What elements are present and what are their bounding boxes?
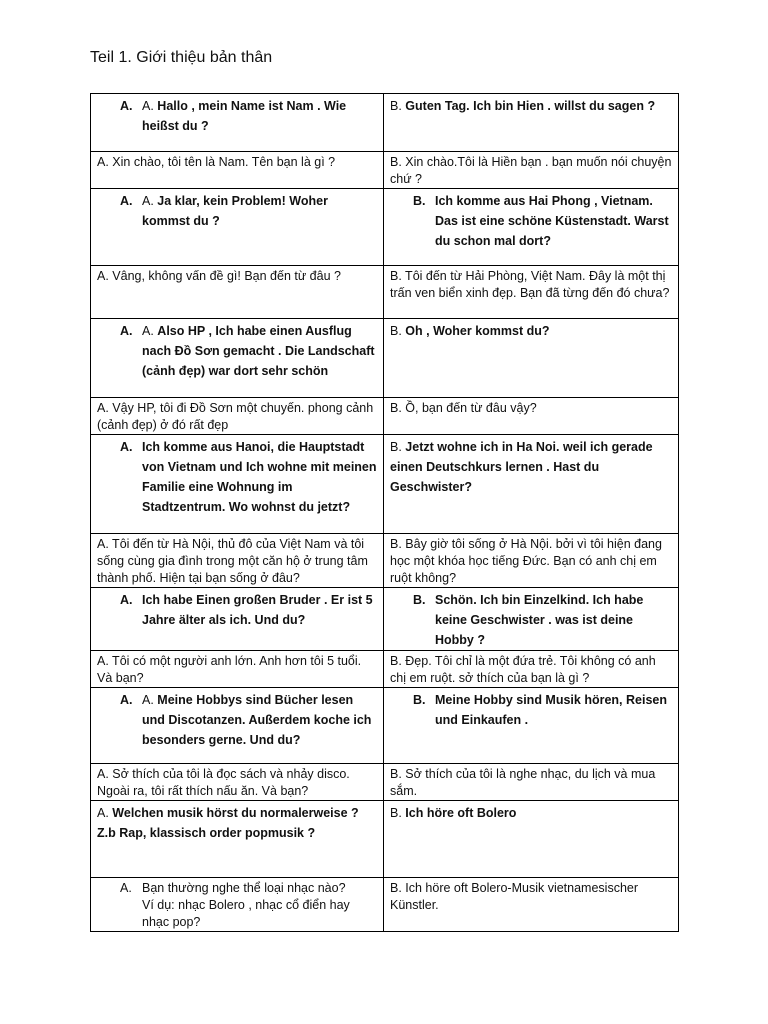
dialogue-text: Ich habe Einen großen Bruder . Er ist 5 Jahre älter als ich. Und du? (142, 593, 373, 627)
german-row (91, 588, 679, 651)
list-marker: A. (120, 324, 133, 338)
dialogue-text: A. Tôi có một người anh lớn. Anh hơn tôi 5 tuổi. Và bạn? (97, 654, 362, 685)
page-title: Teil 1. Giới thiệu bản thân (90, 49, 273, 66)
cell-content (390, 653, 672, 687)
cell-content (390, 400, 672, 417)
speaker-prefix: B. (390, 806, 406, 820)
german-row (91, 435, 679, 534)
dialogue-text: Ich komme aus Hanoi, die Hauptstadt von Vietnam und Ich wohne mit meinen Familie eine Wohnung im Stadtzentrum. Wo wohnst du jetzt? (142, 440, 377, 514)
dialogue-text: A. Xin chào, tôi tên là Nam. Tên bạn là gì ? (97, 155, 336, 169)
speaker-prefix: A. (142, 324, 158, 338)
dialogue-text: Ich höre oft Bolero (405, 806, 517, 820)
cell-content (390, 268, 672, 302)
vietnamese-row (91, 152, 679, 189)
cell-content (97, 766, 377, 800)
cell-content (97, 803, 377, 843)
list-marker: A. (120, 593, 133, 607)
dialogue-text: B. Sở thích của tôi là nghe nhạc, du lịch và mua sắm. (390, 767, 656, 798)
speaker-a-cell (91, 319, 384, 398)
cell-content (97, 96, 377, 136)
cell-content (97, 690, 377, 750)
speaker-a-cell (91, 588, 384, 651)
dialogue-text: A. Sở thích của tôi là đọc sách và nhảy disco. Ngoài ra, tôi rất thích nấu ăn. Và bạn? (97, 767, 350, 798)
cell-content (390, 536, 672, 587)
vietnamese-row (91, 651, 679, 688)
cell-content (97, 400, 377, 434)
speaker-a-cell (91, 435, 384, 534)
cell-content (390, 880, 672, 914)
speaker-prefix: B. (390, 324, 406, 338)
speaker-b-cell (384, 534, 679, 588)
speaker-prefix: A. (97, 806, 113, 820)
cell-content (390, 590, 672, 650)
speaker-a-cell (91, 764, 384, 801)
cell-content (97, 191, 377, 231)
cell-content (97, 536, 377, 587)
vietnamese-row (91, 878, 679, 932)
cell-content (390, 191, 672, 251)
dialogue-text: Welchen musik hörst du normalerweise ? Z.b Rap, klassisch order popmusik ? (97, 806, 359, 840)
cell-content (390, 766, 672, 800)
german-row (91, 688, 679, 764)
cell-content (390, 437, 672, 497)
cell-content (390, 96, 672, 116)
cell-content (97, 880, 377, 931)
dialogue-table (90, 93, 679, 932)
cell-content (97, 653, 377, 687)
speaker-a-cell (91, 801, 384, 878)
dialogue-text: B. Đẹp. Tôi chỉ là một đứa trẻ. Tôi không có anh chị em ruột. sở thích của bạn là gì ? (390, 654, 656, 685)
list-marker: A. (120, 440, 133, 454)
speaker-b-cell (384, 266, 679, 319)
speaker-a-cell (91, 266, 384, 319)
german-row (91, 94, 679, 152)
cell-content (97, 590, 377, 630)
list-marker: A. (120, 194, 133, 208)
cell-content (97, 321, 377, 381)
list-marker: B. (413, 194, 426, 208)
cell-content (390, 690, 672, 730)
dialogue-text: B. Bây giờ tôi sống ở Hà Nội. bởi vì tôi hiện đang học một khóa học tiếng Đức. Bạn có anh chị em ruột không? (390, 537, 662, 585)
dialogue-text: Also HP , Ich habe einen Ausflug nach Đồ Sơn gemacht . Die Landschaft (cảnh đẹp) war dort sehr schön (142, 324, 375, 378)
list-marker: B. (413, 593, 426, 607)
speaker-b-cell (384, 764, 679, 801)
speaker-prefix: B. (390, 440, 406, 454)
speaker-b-cell (384, 801, 679, 878)
speaker-a-cell (91, 534, 384, 588)
dialogue-text: A. Vậy HP, tôi đi Đồ Sơn một chuyến. phong cảnh (cảnh đẹp) ở đó rất đẹp (97, 401, 374, 432)
dialogue-text: Meine Hobby sind Musik hören, Reisen und Einkaufen . (435, 693, 667, 727)
dialogue-text: B. Ich höre oft Bolero-Musik vietnamesischer Künstler. (390, 881, 639, 912)
list-marker: A. (120, 693, 133, 707)
cell-content (390, 321, 672, 341)
speaker-b-cell (384, 651, 679, 688)
dialogue-text: Meine Hobbys sind Bücher lesen und Discotanzen. Außerdem koche ich besonders gerne. Und du? (142, 693, 372, 747)
speaker-a-cell (91, 398, 384, 435)
speaker-b-cell (384, 319, 679, 398)
dialogue-text: A. Tôi đến từ Hà Nội, thủ đô của Việt Nam và tôi sống cùng gia đình trong một căn hộ ở trung tâm thành phố. Hiện tại bạn sống ở đâu? (97, 537, 368, 585)
list-marker: A. (120, 881, 132, 895)
speaker-prefix: A. (142, 194, 158, 208)
speaker-prefix: A. (142, 99, 158, 113)
cell-content (97, 154, 377, 171)
list-marker: A. (120, 99, 133, 113)
speaker-b-cell (384, 189, 679, 266)
speaker-b-cell (384, 152, 679, 189)
speaker-a-cell (91, 651, 384, 688)
dialogue-text: Bạn thường nghe thể loại nhạc nào? Ví dụ: nhạc Bolero , nhạc cổ điển hay nhạc pop? (142, 881, 350, 929)
speaker-a-cell (91, 189, 384, 266)
cell-content (390, 154, 672, 188)
speaker-b-cell (384, 688, 679, 764)
cell-content (97, 437, 377, 517)
dialogue-text: Jetzt wohne ich in Ha Noi. weil ich gerade einen Deutschkurs lernen . Hast du Geschwister? (390, 440, 653, 494)
vietnamese-row (91, 534, 679, 588)
speaker-b-cell (384, 94, 679, 152)
dialogue-text: B. Tôi đến từ Hải Phòng, Việt Nam. Đây là một thị trấn ven biển xinh đẹp. Bạn đã từng đến đó chưa? (390, 269, 670, 300)
speaker-a-cell (91, 152, 384, 189)
cell-content (97, 268, 377, 285)
speaker-a-cell (91, 878, 384, 932)
dialogue-text: Schön. Ich bin Einzelkind. Ich habe keine Geschwister . was ist deine Hobby ? (435, 593, 644, 647)
list-marker: B. (413, 693, 426, 707)
dialogue-text: A. Vâng, không vấn đề gì! Bạn đến từ đâu ? (97, 269, 341, 283)
german-row (91, 319, 679, 398)
speaker-b-cell (384, 588, 679, 651)
dialogue-text: Ja klar, kein Problem! Woher kommst du ? (142, 194, 328, 228)
german-row (91, 801, 679, 878)
vietnamese-row (91, 764, 679, 801)
speaker-b-cell (384, 878, 679, 932)
speaker-b-cell (384, 435, 679, 534)
dialogue-text: Oh , Woher kommst du? (405, 324, 550, 338)
speaker-prefix: B. (390, 99, 406, 113)
dialogue-text: Ich komme aus Hai Phong , Vietnam. Das ist eine schöne Küstenstadt. Warst du schon mal dort? (435, 194, 669, 248)
german-row (91, 189, 679, 266)
speaker-prefix: A. (142, 693, 158, 707)
dialogue-text: B. Ồ, bạn đến từ đâu vậy? (390, 401, 537, 415)
vietnamese-row (91, 266, 679, 319)
dialogue-text: Hallo , mein Name ist Nam . Wie heißst du ? (142, 99, 347, 133)
cell-content (390, 803, 672, 823)
speaker-b-cell (384, 398, 679, 435)
dialogue-text: B. Xin chào.Tôi là Hiền bạn . bạn muốn nói chuyện chứ ? (390, 155, 672, 186)
speaker-a-cell (91, 94, 384, 152)
speaker-a-cell (91, 688, 384, 764)
dialogue-text: Guten Tag. Ich bin Hien . willst du sagen ? (405, 99, 656, 113)
vietnamese-row (91, 398, 679, 435)
